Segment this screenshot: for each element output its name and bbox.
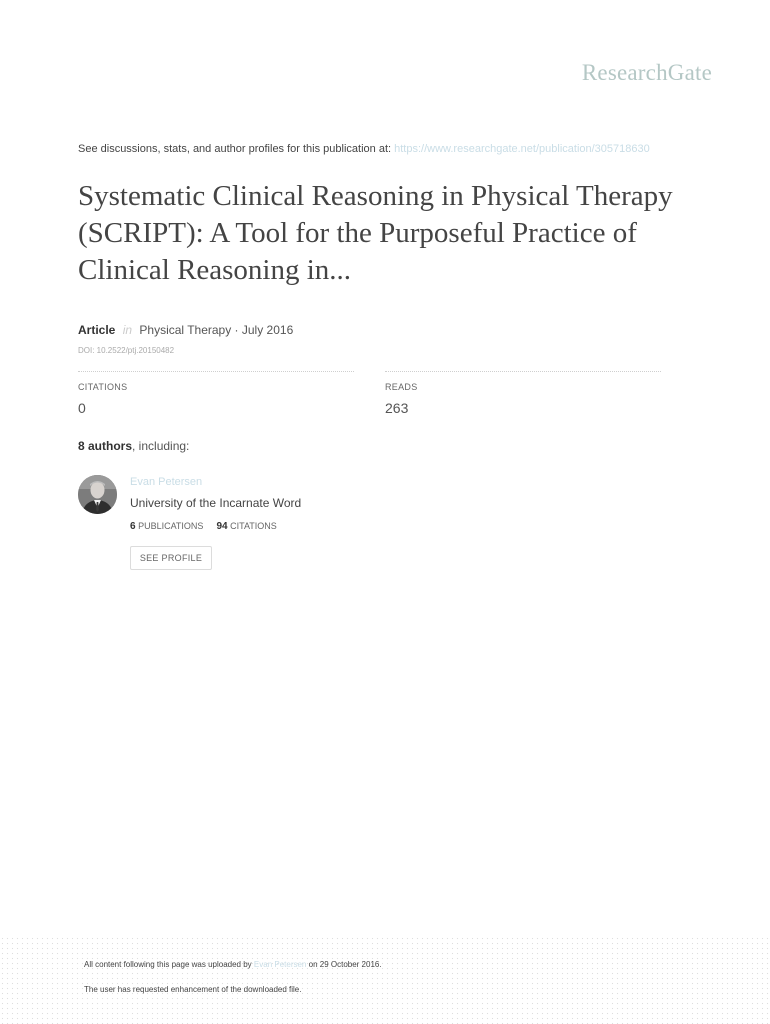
researchgate-logo[interactable]: ResearchGate: [581, 60, 712, 85]
journal-date[interactable]: Physical Therapy · July 2016: [139, 323, 294, 337]
author-avatar[interactable]: [78, 475, 117, 514]
authors-count: 8 authors: [78, 439, 133, 453]
authors-suffix: , including:: [132, 439, 190, 453]
upload-suffix: on 29 October 2016.: [308, 960, 382, 969]
publication-title: Systematic Clinical Reasoning in Physical Therapy (SCRIPT): A Tool for the Purposeful Practice of Clinical Reasoning in...: [78, 180, 673, 286]
reads-label: READS: [385, 382, 418, 392]
upload-prefix: All content following this page was uploaded by: [84, 960, 252, 969]
divider-right: [385, 371, 661, 372]
author-citations-label: CITATIONS: [230, 521, 277, 531]
see-profile-button[interactable]: SEE PROFILE: [130, 546, 212, 570]
author-name[interactable]: Evan Petersen: [130, 476, 203, 488]
divider-left: [78, 371, 354, 372]
authors-heading: [78, 439, 189, 453]
doi[interactable]: DOI: 10.2522/ptj.20150482: [78, 346, 175, 355]
citations-value: 0: [78, 400, 86, 416]
discussion-prefix: See discussions, stats, and author profiles for this publication at:: [78, 143, 392, 155]
discussion-notice: [78, 143, 650, 155]
author-citations-count: 94: [216, 521, 228, 532]
publication-type: Article: [78, 323, 116, 337]
upload-notice: [84, 960, 382, 969]
reads-value: 263: [385, 400, 409, 416]
enhancement-note: The user has requested enhancement of the downloaded file.: [84, 985, 302, 994]
author-publications-count: 6: [130, 521, 136, 532]
person-photo-icon: [78, 475, 117, 514]
publication-link[interactable]: https://www.researchgate.net/publication/305718630: [394, 143, 650, 155]
publication-meta: [78, 323, 293, 337]
uploader-link[interactable]: Evan Petersen: [253, 960, 307, 969]
citations-label: CITATIONS: [78, 382, 128, 392]
author-institution: University of the Incarnate Word: [130, 496, 302, 510]
in-label: in: [122, 323, 133, 337]
footer-band: [0, 936, 770, 1024]
author-publications-label: PUBLICATIONS: [138, 521, 204, 531]
author-stats: [130, 521, 277, 532]
